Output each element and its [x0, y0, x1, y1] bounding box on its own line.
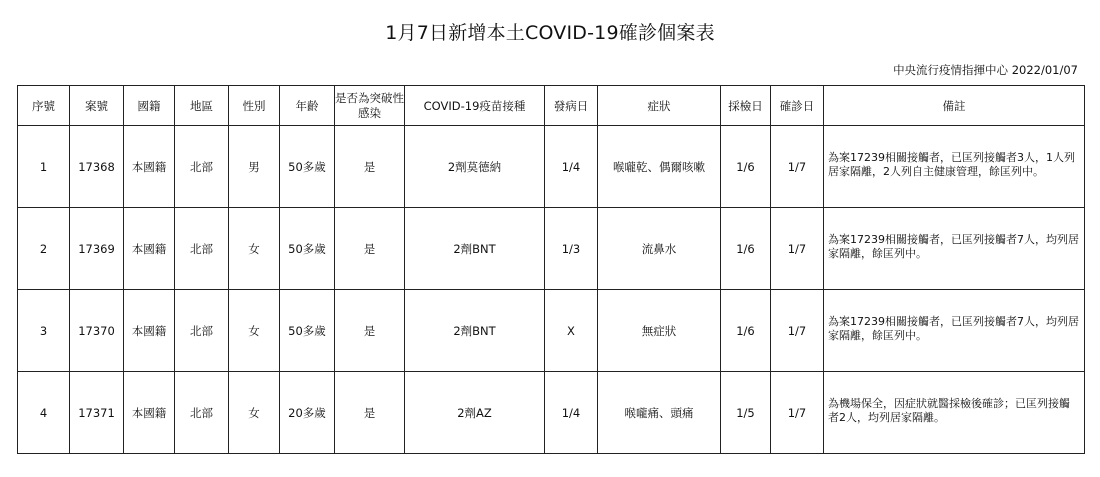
cell-vaccine: 2劑BNT	[405, 208, 545, 290]
case-table	[17, 85, 1085, 454]
header-cell: 確診日	[771, 86, 824, 126]
cell-region: 北部	[175, 208, 229, 290]
header-cell: 國籍	[124, 86, 175, 126]
cell-age: 50多歲	[280, 290, 335, 372]
cell-no: 1	[18, 126, 70, 208]
cell-sex: 女	[229, 208, 280, 290]
cell-age: 50多歲	[280, 208, 335, 290]
cell-vaccine: 2劑莫德納	[405, 126, 545, 208]
cell-note	[824, 208, 1085, 290]
cell-no: 3	[18, 290, 70, 372]
cell-note	[824, 372, 1085, 454]
cell-confirmed: 1/7	[771, 290, 824, 372]
cell-breakthrough: 是	[335, 126, 405, 208]
cell-symptoms: 喉嚨乾、偶爾咳嗽	[598, 126, 721, 208]
cell-case: 17371	[70, 372, 124, 454]
cell-vaccine: 2劑BNT	[405, 290, 545, 372]
cell-confirmed: 1/7	[771, 208, 824, 290]
cell-onset: 1/4	[545, 126, 598, 208]
header-row	[18, 86, 1085, 126]
header-cell: 發病日	[545, 86, 598, 126]
cell-region: 北部	[175, 126, 229, 208]
cell-onset: 1/4	[545, 372, 598, 454]
cell-onset: 1/3	[545, 208, 598, 290]
cell-nationality: 本國籍	[124, 208, 175, 290]
header-cell: 年齡	[280, 86, 335, 126]
cell-symptoms: 無症狀	[598, 290, 721, 372]
cell-breakthrough: 是	[335, 372, 405, 454]
cell-note	[824, 290, 1085, 372]
cell-case: 17370	[70, 290, 124, 372]
cell-sampled: 1/6	[721, 208, 771, 290]
cell-nationality: 本國籍	[124, 372, 175, 454]
cell-breakthrough: 是	[335, 290, 405, 372]
note-text: 為機場保全，因症狀就醫採檢後確診；已匡列接觸者2人，均列居家隔離。	[828, 396, 1070, 424]
table-row	[18, 126, 1085, 208]
header-cell: 性別	[229, 86, 280, 126]
cell-nationality: 本國籍	[124, 290, 175, 372]
cell-no: 4	[18, 372, 70, 454]
cell-sex: 女	[229, 372, 280, 454]
note-text: 為案17239相關接觸者，已匡列接觸者3人，1人列居家隔離，2人列自主健康管理，餘匡列中。	[828, 150, 1075, 178]
cell-sampled: 1/6	[721, 126, 771, 208]
cell-case: 17368	[70, 126, 124, 208]
cell-onset: X	[545, 290, 598, 372]
cell-sex: 男	[229, 126, 280, 208]
header-cell: 序號	[18, 86, 70, 126]
cell-sex: 女	[229, 290, 280, 372]
cell-note	[824, 126, 1085, 208]
cell-breakthrough: 是	[335, 208, 405, 290]
cell-age: 20多歲	[280, 372, 335, 454]
cell-confirmed: 1/7	[771, 126, 824, 208]
header-cell: 地區	[175, 86, 229, 126]
header-cell: 採檢日	[721, 86, 771, 126]
cell-nationality: 本國籍	[124, 126, 175, 208]
cell-case: 17369	[70, 208, 124, 290]
page-title: 1月7日新增本土COVID-19確診個案表	[385, 22, 715, 44]
table-row	[18, 372, 1085, 454]
header-cell: 備註	[824, 86, 1085, 126]
header-cell: COVID-19疫苗接種	[405, 86, 545, 126]
cell-vaccine: 2劑AZ	[405, 372, 545, 454]
cell-symptoms: 流鼻水	[598, 208, 721, 290]
source-date: 中央流行疫情指揮中心 2022/01/07	[893, 63, 1078, 77]
cell-age: 50多歲	[280, 126, 335, 208]
cell-symptoms: 喉嚨痛、頭痛	[598, 372, 721, 454]
cell-region: 北部	[175, 372, 229, 454]
header-cell: 症狀	[598, 86, 721, 126]
table-row	[18, 290, 1085, 372]
note-text: 為案17239相關接觸者，已匡列接觸者7人，均列居家隔離，餘匡列中。	[828, 232, 1079, 260]
note-text: 為案17239相關接觸者，已匡列接觸者7人，均列居家隔離，餘匡列中。	[828, 314, 1079, 342]
cell-sampled: 1/6	[721, 290, 771, 372]
table-row	[18, 208, 1085, 290]
cell-region: 北部	[175, 290, 229, 372]
header-cell: 是否為突破性感染	[335, 86, 405, 126]
cell-confirmed: 1/7	[771, 372, 824, 454]
header-cell: 案號	[70, 86, 124, 126]
cell-sampled: 1/5	[721, 372, 771, 454]
cell-no: 2	[18, 208, 70, 290]
